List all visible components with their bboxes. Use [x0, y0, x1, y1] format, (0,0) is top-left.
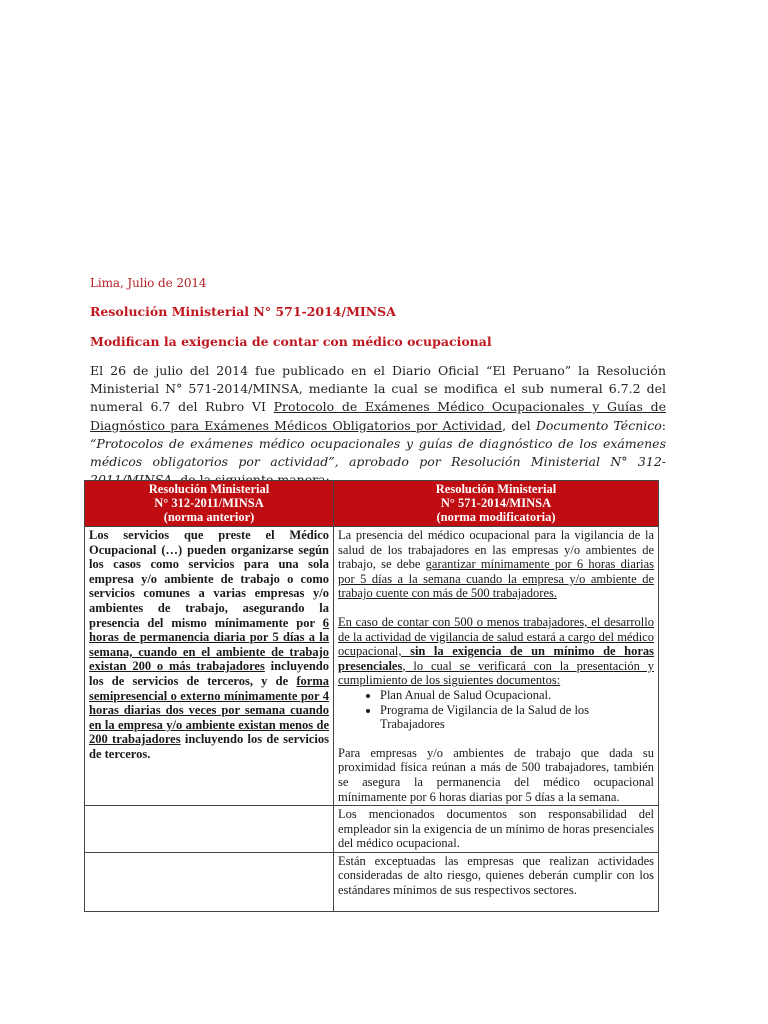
header-modifying-line3: (norma modificatoria) [436, 510, 556, 524]
left-text-c: incluyendo los de servicios de terceros, y de [89, 659, 329, 688]
table-row [85, 806, 659, 853]
right-paragraph-3: Para empresas y/o ambientes de trabajo que dada su proximidad física reúnan a más de 500 trabajadores, también se asegura la permanencia del médico ocupacional mínimamente por 6 horas diarias por 5 días a la semana. [338, 745, 654, 804]
header-previous-line3: (norma anterior) [163, 510, 255, 524]
table-header-row [85, 481, 659, 527]
left-text-e: incluyendo los de servicios de terceros. [89, 732, 329, 761]
right-p1-b: garantizar mínimamente por 6 horas diarias por 5 días a la semana cuando la empresa y/o ambiente de trabajo cuente con más de 500 trabajadores. [338, 557, 654, 601]
intro-text-3: : [661, 417, 666, 433]
right-p2-b: sin la exigencia de un mínimo de horas presenciales [338, 644, 655, 673]
header-modifying-norm [334, 481, 659, 527]
comparison-table [84, 480, 659, 912]
list-item: • Programa de Vigilancia de la Salud de los Trabajadores [380, 703, 654, 732]
previous-norm-text [85, 527, 334, 806]
intro-text-2: , del [502, 417, 536, 433]
empty-cell [85, 852, 334, 911]
right-p1-a: La presencia del médico ocupacional para la vigilancia de la salud de los trabajadores en las empresas y/o ambientes de trabajo, se debe [338, 528, 654, 572]
header-previous-norm [85, 481, 334, 527]
list-item: • Plan Anual de Salud Ocupacional. [380, 688, 654, 703]
intro-text-1: El 26 de julio del 2014 fue publicado en el Diario Oficial “El Peruano” la Resolución Ministerial N° 571-2014/MINSA, mediante la cual se modifica el sub numeral 6.7.2 del numeral 6.7 del Rubro VI [90, 363, 666, 415]
table-row [85, 527, 659, 806]
right-p2-a: En caso de contar con 500 o menos trabajadores, el desarrollo de la actividad de vigilancia de salud estará a cargo del médico ocupacional, [338, 614, 654, 659]
intro-doc-quote: “Protocolos de exámenes médico ocupacionales y guías de diagnóstico de los exámenes médicos obligatorios por actividad”, aprobado por Resolución Ministerial N° 312- [90, 435, 666, 470]
left-text-a: Los servicios que preste el Médico Ocupacional (…) pueden organizarse según los casos como servicios para una sola empresa y/o ambiente de trabajo o como servicios comunes a varias empresas y/o ambientes de trabajo, asegurando la presencia del mismo mínimamente por [89, 528, 329, 630]
resolution-subtitle: Modifican la exigencia de contar con médico ocupacional [90, 334, 492, 349]
documents-responsibility-text: Los mencionados documentos son responsabilidad del empleador sin la exigencia de un mínimo de horas presenciales del médico ocupacional. [334, 806, 659, 853]
intro-doc-tecnico: Documento Técnico [535, 417, 662, 433]
header-modifying-line1: Resolución Ministerial [435, 482, 557, 496]
right-paragraph-2 [338, 615, 654, 688]
modifying-norm-text [334, 527, 659, 806]
right-paragraph-1 [338, 528, 654, 601]
header-previous-line2: N° 312-2011/MINSA [154, 496, 264, 510]
header-modifying-line2: N° 571-2014/MINSA [440, 496, 552, 510]
document-date: Lima, Julio de 2014 [90, 276, 207, 290]
empty-cell [85, 806, 334, 853]
header-previous-line1: Resolución Ministerial [148, 482, 270, 496]
intro-paragraph [90, 362, 666, 489]
left-text-d: forma semipresencial o externo mínimamente por 4 horas diarias dos veces por semana cuando en la empresa y/o ambiente existan menos de 200 trabajadores [89, 673, 329, 747]
left-text-b: 6 horas de permanencia diaria por 5 días a la semana, cuando en el ambiente de trabajo existan 200 o más trabajadores [89, 615, 329, 674]
table-row [85, 852, 659, 911]
exceptions-text: Están exceptuadas las empresas que realizan actividades consideradas de alto riesgo, quienes deberán cumplir con los estándares mínimos de sus respectivos sectores. [334, 852, 659, 911]
intro-protocol-title: Protocolo de Exámenes Médico Ocupacionales y Guías de Diagnóstico para Exámenes Médicos Obligatorios por Actividad [90, 399, 666, 433]
required-documents-list [338, 688, 654, 732]
resolution-title: Resolución Ministerial N° 571-2014/MINSA [90, 304, 396, 319]
right-p2-c: , lo cual se verificará con la presentación y cumplimiento de los siguientes documentos: [338, 658, 654, 688]
